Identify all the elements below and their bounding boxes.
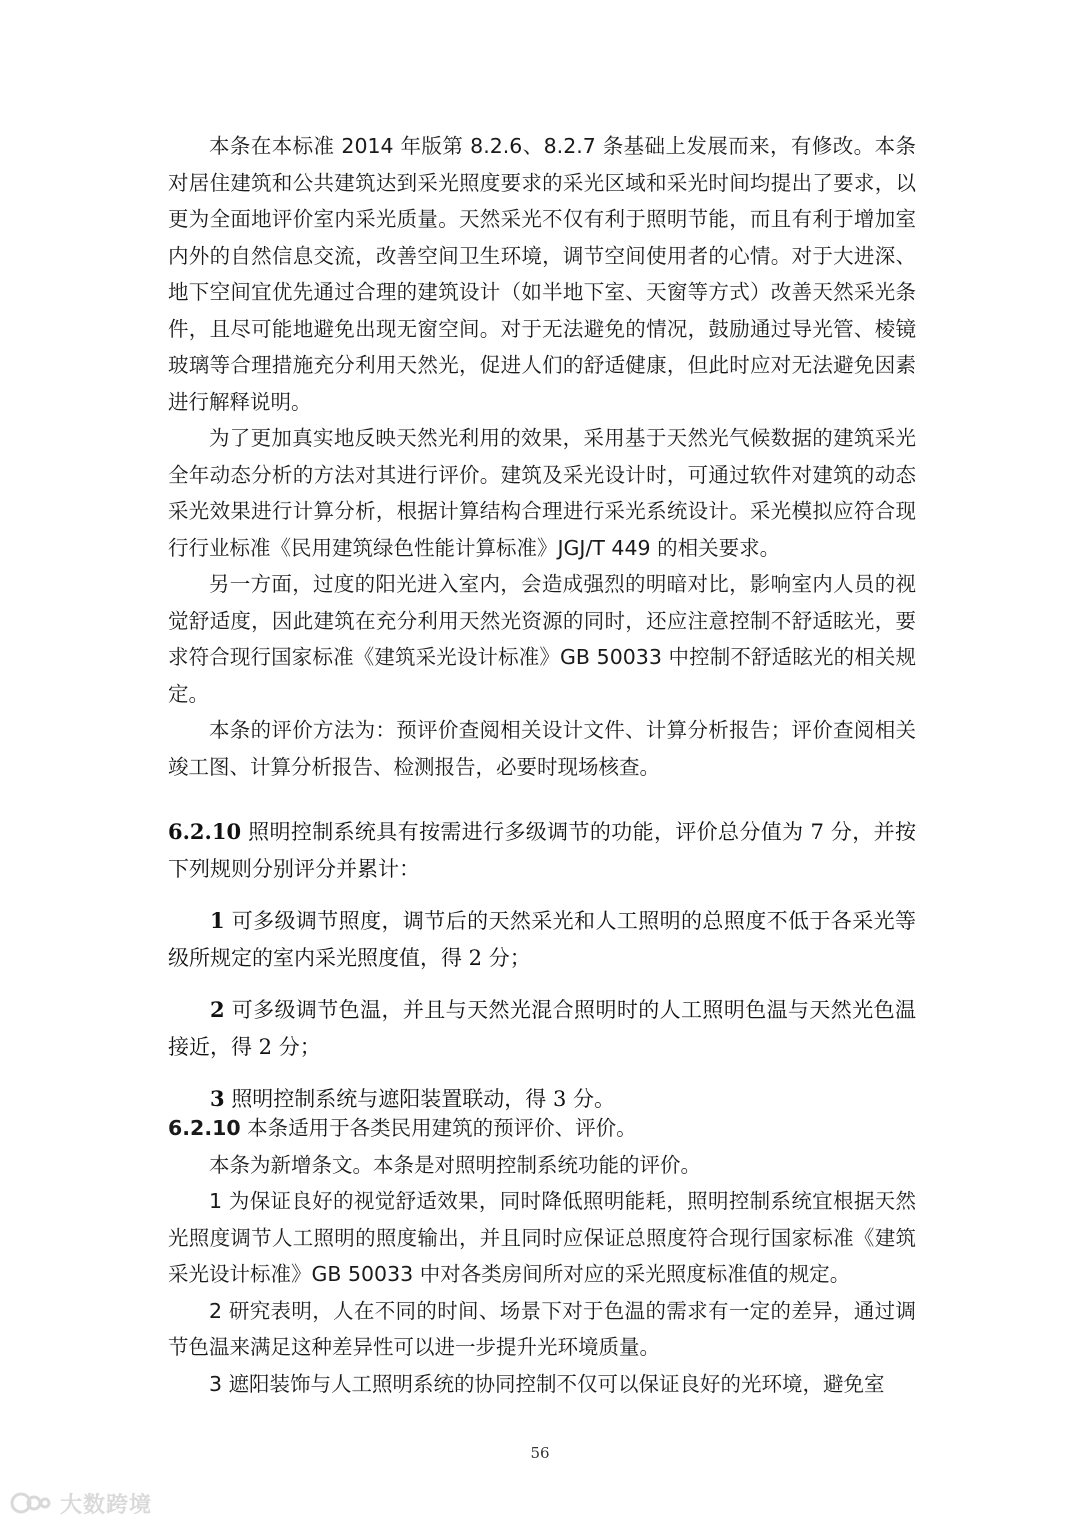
explanation-heading <box>168 1110 916 1147</box>
clause-text: 照明控制系统具有按需进行多级调节的功能，评价总分值为 7 分，并按下列规则分别评分并累计： <box>168 820 916 881</box>
clause-explanation <box>168 1110 916 1402</box>
paragraph: 2 研究表明，人在不同的时间、场景下对于色温的需求有一定的差异，通过调节色温来满足这种差异性可以进一步提升光环境质量。 <box>168 1298 916 1359</box>
watermark <box>10 1488 152 1518</box>
watermark-logo-icon <box>10 1490 54 1516</box>
clause-item-text: 照明控制系统与遮阳装置联动，得 3 分。 <box>231 1087 616 1111</box>
paragraph: 本条在本标准 2014 年版第 8.2.6、8.2.7 条基础上发展而来，有修改。本条对居住建筑和公共建筑达到采光照度要求的采光区域和采光时间均提出了要求，以更为全面地评价室内采光质量。天然采光不仅有利于照明节能，而且有利于增加室内外的自然信息交流，改善空间卫生环境，调节空间使用者的心情。对于大进深、地下空间宜优先通过合理的建筑设计（如半地下室、天窗等方式）改善天然采光条件，且尽可能地避免出现无窗空间。对于无法避免的情况，鼓励通过导光管、棱镜玻璃等合理措施充分利用天然光，促进人们的舒适健康，但此时应对无法避免因素进行解释说明。 <box>168 134 916 414</box>
explanation-scope: 本条适用于各类民用建筑的预评价、评价。 <box>247 1116 637 1140</box>
clause-item-number: 2 <box>210 997 225 1022</box>
page-number: 56 <box>530 1444 550 1462</box>
paragraph: 本条为新增条文。本条是对照明控制系统功能的评价。 <box>209 1152 701 1177</box>
paragraph: 本条的评价方法为：预评价查阅相关设计文件、计算分析报告；评价查阅相关竣工图、计算分析报告、检测报告，必要时现场核查。 <box>168 718 916 779</box>
clause-number: 6.2.10 <box>168 819 242 844</box>
clause-item-text: 可多级调节照度，调节后的天然采光和人工照明的总照度不低于各采光等级所规定的室内采光照度值，得 2 分； <box>168 909 916 970</box>
clause-item-number: 1 <box>210 908 225 933</box>
paragraph: 为了更加真实地反映天然光利用的效果，采用基于天然光气候数据的建筑采光全年动态分析的方法对其进行评价。建筑及采光设计时，可通过软件对建筑的动态采光效果进行计算分析，根据计算结构合理进行采光系统设计。采光模拟应符合现行行业标准《民用建筑绿色性能计算标准》JGJ/T 449 的相关要求。 <box>168 426 916 560</box>
explanation-number: 6.2.10 <box>168 1116 241 1140</box>
clause-item <box>168 902 916 977</box>
clause-heading <box>168 813 916 888</box>
paragraph: 3 遮阳装饰与人工照明系统的协同控制不仅可以保证良好的光环境，避免室 <box>209 1371 885 1396</box>
explanation-section <box>168 128 916 785</box>
clause-item-text: 可多级调节色温，并且与天然光混合照明时的人工照明色温与天然光色温接近，得 2 分； <box>168 998 916 1059</box>
clause-item-number: 3 <box>210 1086 225 1111</box>
paragraph: 另一方面，过度的阳光进入室内，会造成强烈的明暗对比，影响室内人员的视觉舒适度，因此建筑在充分利用天然光资源的同时，还应注意控制不舒适眩光，要求符合现行国家标准《建筑采光设计标准》GB 50033 中控制不舒适眩光的相关规定。 <box>168 572 916 706</box>
clause-6-2-10 <box>168 813 916 1118</box>
clause-item <box>168 991 916 1066</box>
paragraph: 1 为保证良好的视觉舒适效果，同时降低照明能耗，照明控制系统宜根据天然光照度调节人工照明的照度输出，并且同时应保证总照度符合现行国家标准《建筑采光设计标准》GB 50033 中对各类房间所对应的采光照度标准值的规定。 <box>168 1189 916 1286</box>
watermark-text: 大数跨境 <box>60 1492 153 1518</box>
